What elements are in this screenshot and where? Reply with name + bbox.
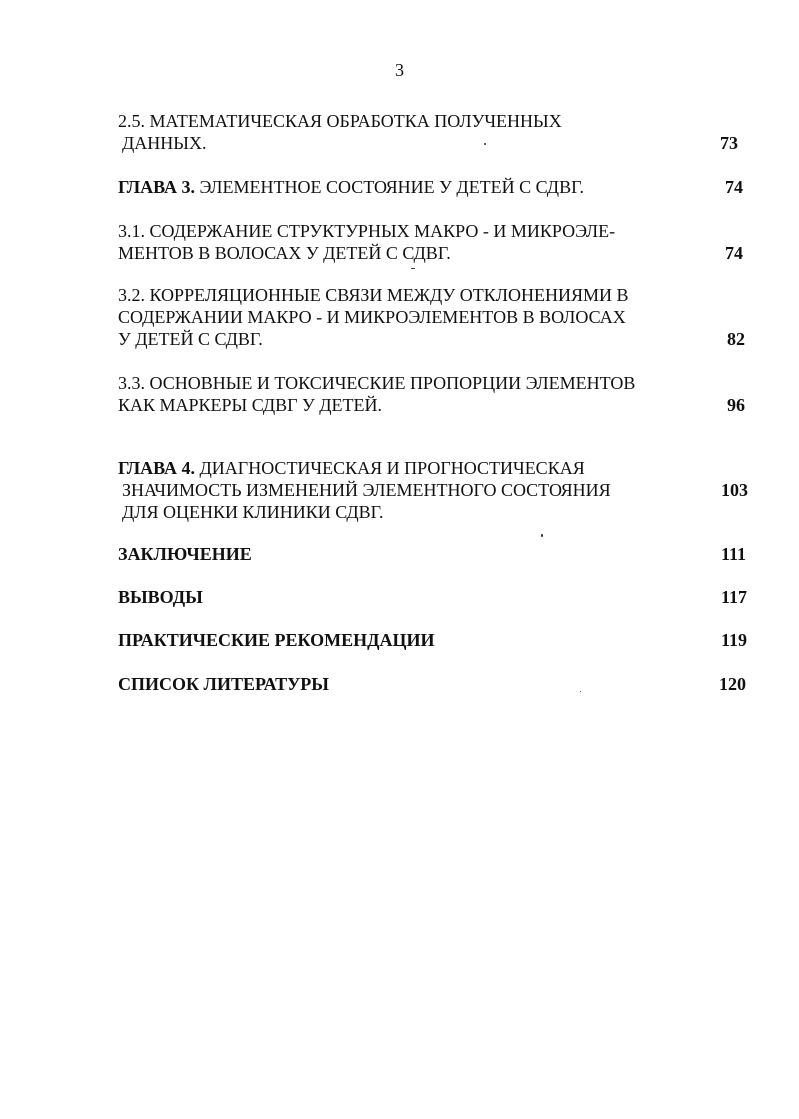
- toc-page-number: 119: [721, 630, 748, 650]
- toc-entry-chapter-4: [118, 457, 758, 523]
- toc-page-number: 73: [720, 133, 738, 153]
- toc-page-number: 82: [727, 329, 745, 349]
- scan-speck: [541, 534, 543, 537]
- toc-page-number: 103: [721, 480, 748, 500]
- toc-entry-line: 3.1. СОДЕРЖАНИЕ СТРУКТУРНЫХ МАКРО - И МИКРОЭЛЕ-: [118, 221, 616, 241]
- toc-page-number: 74: [725, 177, 743, 197]
- toc-entry-line: ДЛЯ ОЦЕНКИ КЛИНИКИ СДВГ.: [122, 502, 384, 522]
- toc-entry-recommendations: ПРАКТИЧЕСКИЕ РЕКОМЕНДАЦИИ: [118, 630, 435, 650]
- toc-entry-chapter-3: [118, 176, 758, 198]
- toc-entry-line: ЭЛЕМЕНТНОЕ СОСТОЯНИЕ У ДЕТЕЙ С СДВГ.: [199, 177, 584, 197]
- toc-page-number: 120: [719, 674, 746, 694]
- scan-speck: [580, 691, 581, 692]
- toc-entry-line: КАК МАРКЕРЫ СДВГ У ДЕТЕЙ.: [118, 395, 383, 415]
- toc-entry-2-5: [118, 110, 758, 154]
- toc-page-number: 74: [725, 243, 743, 263]
- toc-page-number: 96: [727, 395, 745, 415]
- page-number: 3: [395, 60, 404, 80]
- toc-entry-line: 3.2. КОРРЕЛЯЦИОННЫЕ СВЯЗИ МЕЖДУ ОТКЛОНЕНИЯМИ В: [118, 285, 629, 305]
- toc-page-number: 111: [721, 544, 747, 564]
- toc-page-number: 117: [721, 587, 748, 607]
- toc-entry-3-3: [118, 372, 758, 416]
- toc-entry-line: ДИАГНОСТИЧЕСКАЯ И ПРОГНОСТИЧЕСКАЯ: [199, 458, 585, 478]
- toc-entry-findings: ВЫВОДЫ: [118, 587, 203, 607]
- toc-entry-line: МЕНТОВ В ВОЛОСАХ У ДЕТЕЙ С СДВГ.: [118, 243, 451, 263]
- chapter-label: ГЛАВА 3.: [118, 177, 196, 197]
- toc-entry-conclusion: ЗАКЛЮЧЕНИЕ: [118, 544, 252, 564]
- toc-entry-line: 2.5. МАТЕМАТИЧЕСКАЯ ОБРАБОТКА ПОЛУЧЕННЫХ: [118, 111, 562, 131]
- toc-entry-line: СОДЕРЖАНИИ МАКРО - И МИКРОЭЛЕМЕНТОВ В ВОЛОСАХ: [118, 307, 626, 327]
- toc-entry-line: У ДЕТЕЙ С СДВГ.: [118, 329, 263, 349]
- toc-entry-references: СПИСОК ЛИТЕРАТУРЫ: [118, 674, 329, 694]
- scan-speck: [411, 268, 415, 269]
- toc-entry-line: ЗНАЧИМОСТЬ ИЗМЕНЕНИЙ ЭЛЕМЕНТНОГО СОСТОЯНИЯ: [122, 480, 611, 500]
- toc-entry-3-2: [118, 284, 758, 350]
- toc-entry-line: ДАННЫХ.: [122, 133, 207, 153]
- chapter-label: ГЛАВА 4.: [118, 458, 196, 478]
- scan-speck: [484, 143, 486, 145]
- toc-entry-3-1: [118, 220, 758, 264]
- toc-entry-line: 3.3. ОСНОВНЫЕ И ТОКСИЧЕСКИЕ ПРОПОРЦИИ ЭЛЕМЕНТОВ: [118, 373, 636, 393]
